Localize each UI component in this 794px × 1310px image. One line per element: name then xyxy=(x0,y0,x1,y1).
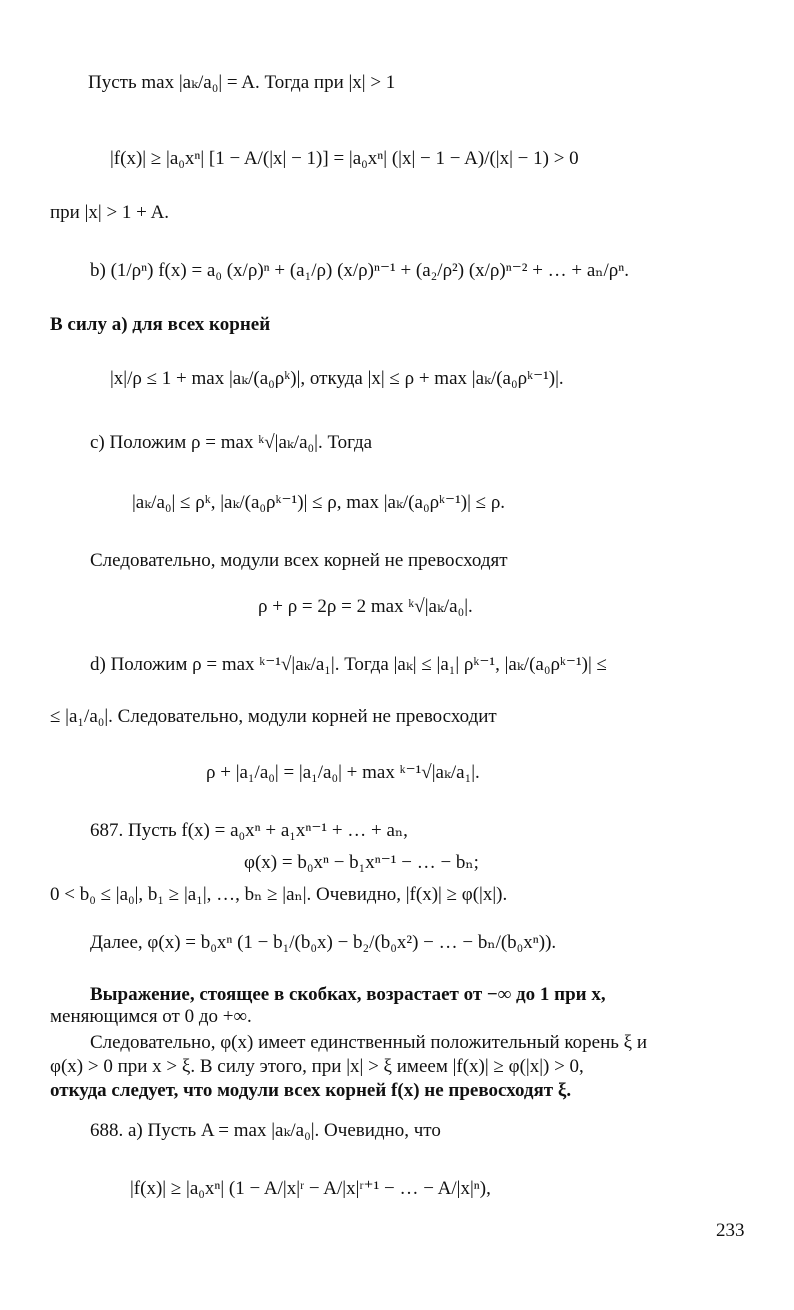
text-line xyxy=(50,200,169,226)
line-text: Следовательно, модули всех корней не превосходят xyxy=(90,550,508,571)
line-text: ρ + ρ = 2ρ = 2 max ᵏ√|aₖ/a₀|. xyxy=(258,596,473,617)
line-text: φ(x) > 0 при x > ξ. В силу этого, при |x| > ξ имеем |f(x)| ≥ φ(|x|) > 0, xyxy=(50,1056,584,1077)
text-line xyxy=(50,1054,584,1080)
formula-line xyxy=(90,258,629,284)
formula-line xyxy=(258,594,473,620)
line-text: с) Положим ρ = max ᵏ√|aₖ/a₀|. Тогда xyxy=(90,432,373,453)
line-text: 687. Пусть f(x) = a₀xⁿ + a₁xⁿ⁻¹ + … + aₙ, xyxy=(90,820,408,841)
line-text: 688. а) Пусть A = max |aₖ/a₀|. Очевидно, что xyxy=(90,1120,441,1141)
problem-688-heading xyxy=(90,1118,441,1144)
line-text: 0 < b₀ ≤ |a₀|, b₁ ≥ |a₁|, …, bₙ ≥ |aₙ|. Очевидно, |f(x)| ≥ φ(|x|). xyxy=(50,884,508,905)
line-text: |x|/ρ ≤ 1 + max |aₖ/(a₀ρᵏ)|, откуда |x| ≤ ρ + max |aₖ/(a₀ρᵏ⁻¹)|. xyxy=(110,368,564,389)
text-line xyxy=(50,1078,571,1104)
line-text: Выражение, стоящее в скобках, возрастает от −∞ до 1 при x, xyxy=(90,984,606,1005)
formula-line xyxy=(132,490,505,516)
line-text: ≤ |a₁/a₀|. Следовательно, модули корней не превосходит xyxy=(50,706,497,727)
formula-line xyxy=(206,760,480,786)
problem-687-heading xyxy=(90,818,408,844)
line-text: откуда следует, что модули всех корней f(x) не превосходят ξ. xyxy=(50,1080,572,1101)
line-text: Следовательно, φ(x) имеет единственный положительный корень ξ и xyxy=(90,1032,648,1053)
text-line xyxy=(88,70,395,96)
line-text: |f(x)| ≥ |a₀xⁿ| (1 − A/|x|ʳ − A/|x|ʳ⁺¹ − … − A/|x|ⁿ), xyxy=(130,1178,491,1199)
text-line xyxy=(90,1030,647,1056)
line-text: Далее, φ(x) = b₀xⁿ (1 − b₁/(b₀x) − b₂/(b₀x²) − … − bₙ/(b₀xⁿ)). xyxy=(90,932,557,953)
line-text: |aₖ/a₀| ≤ ρᵏ, |aₖ/(a₀ρᵏ⁻¹)| ≤ ρ, max |aₖ/(a₀ρᵏ⁻¹)| ≤ ρ. xyxy=(132,492,506,513)
line-text: В силу а) для всех корней xyxy=(50,314,271,335)
line-text: d) Положим ρ = max ᵏ⁻¹√|aₖ/a₁|. Тогда |aₖ| ≤ |a₁| ρᵏ⁻¹, |aₖ/(a₀ρᵏ⁻¹)| ≤ xyxy=(90,654,607,675)
text-line xyxy=(50,1004,252,1030)
line-text: |f(x)| ≥ |a₀xⁿ| [1 − A/(|x| − 1)] = |a₀xⁿ| (|x| − 1 − A)/(|x| − 1) > 0 xyxy=(110,148,579,169)
line-text: ρ + |a₁/a₀| = |a₁/a₀| + max ᵏ⁻¹√|aₖ/a₁|. xyxy=(206,762,480,783)
line-text: меняющимся от 0 до +∞. xyxy=(50,1006,252,1027)
formula-line xyxy=(130,1176,491,1202)
formula-line xyxy=(110,146,579,172)
formula-line xyxy=(90,930,556,956)
formula-line xyxy=(110,366,564,392)
text-line xyxy=(90,548,508,574)
page-number-text: 233 xyxy=(716,1220,745,1241)
line-text: b) (1/ρⁿ) f(x) = a₀ (x/ρ)ⁿ + (a₁/ρ) (x/ρ)ⁿ⁻¹ + (a₂/ρ²) (x/ρ)ⁿ⁻² + … + aₙ/ρⁿ. xyxy=(90,260,630,281)
line-text: Пусть max |aₖ/a₀| = A. Тогда при |x| > 1 xyxy=(88,72,396,93)
line-text: φ(x) = b₀xⁿ − b₁xⁿ⁻¹ − … − bₙ; xyxy=(244,852,479,873)
page-number xyxy=(716,1220,745,1242)
line-text: при |x| > 1 + A. xyxy=(50,202,170,223)
text-line xyxy=(90,430,372,456)
text-line xyxy=(50,312,270,338)
text-line xyxy=(90,652,607,678)
text-line xyxy=(50,704,497,730)
formula-line xyxy=(244,850,479,876)
text-line xyxy=(50,882,507,908)
